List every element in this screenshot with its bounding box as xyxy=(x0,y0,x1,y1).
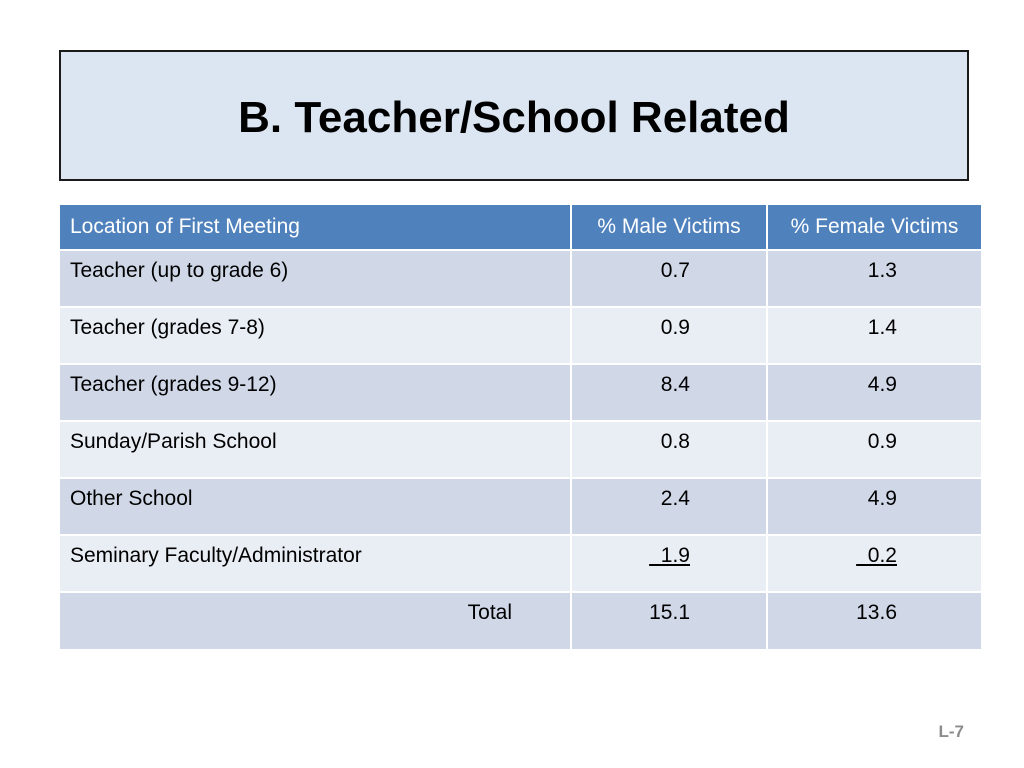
table-header-row xyxy=(60,205,981,250)
slide-title: B. Teacher/School Related xyxy=(238,92,790,142)
male-value: 0.9 xyxy=(660,316,690,339)
male-value: 1.9 xyxy=(649,544,690,567)
total-female-value: 13.6 xyxy=(856,601,897,624)
male-value: 0.8 xyxy=(660,430,690,453)
header-location: Location of First Meeting xyxy=(60,205,571,250)
page-number: L-7 xyxy=(938,722,964,741)
female-cell xyxy=(767,478,981,535)
location-cell: Sunday/Parish School xyxy=(60,421,571,478)
female-cell xyxy=(767,421,981,478)
location-cell: Teacher (grades 7-8) xyxy=(60,307,571,364)
male-value: 8.4 xyxy=(660,373,690,396)
total-female-cell xyxy=(767,592,981,649)
table-row xyxy=(60,478,981,535)
victims-table xyxy=(60,205,981,649)
male-cell xyxy=(571,535,767,592)
male-value: 2.4 xyxy=(660,487,690,510)
male-cell xyxy=(571,478,767,535)
male-value: 0.7 xyxy=(660,259,690,282)
male-cell xyxy=(571,364,767,421)
total-label: Total xyxy=(60,592,571,649)
total-male-cell xyxy=(571,592,767,649)
location-cell: Teacher (up to grade 6) xyxy=(60,250,571,307)
total-male-value: 15.1 xyxy=(649,601,690,624)
location-cell: Teacher (grades 9-12) xyxy=(60,364,571,421)
table-row xyxy=(60,535,981,592)
location-cell: Other School xyxy=(60,478,571,535)
female-value: 4.9 xyxy=(867,373,897,396)
female-value: 0.9 xyxy=(867,430,897,453)
table-row xyxy=(60,364,981,421)
female-cell xyxy=(767,307,981,364)
female-value: 1.3 xyxy=(867,259,897,282)
header-male-victims: % Male Victims xyxy=(571,205,767,250)
table-row xyxy=(60,307,981,364)
table-row xyxy=(60,250,981,307)
female-value: 1.4 xyxy=(867,316,897,339)
male-cell xyxy=(571,421,767,478)
female-cell xyxy=(767,364,981,421)
female-value: 4.9 xyxy=(867,487,897,510)
header-female-victims: % Female Victims xyxy=(767,205,981,250)
male-cell xyxy=(571,250,767,307)
female-cell xyxy=(767,250,981,307)
female-cell xyxy=(767,535,981,592)
total-row xyxy=(60,592,981,649)
title-box xyxy=(59,50,969,181)
location-cell: Seminary Faculty/Administrator xyxy=(60,535,571,592)
female-value: 0.2 xyxy=(856,544,897,567)
table-row xyxy=(60,421,981,478)
male-cell xyxy=(571,307,767,364)
